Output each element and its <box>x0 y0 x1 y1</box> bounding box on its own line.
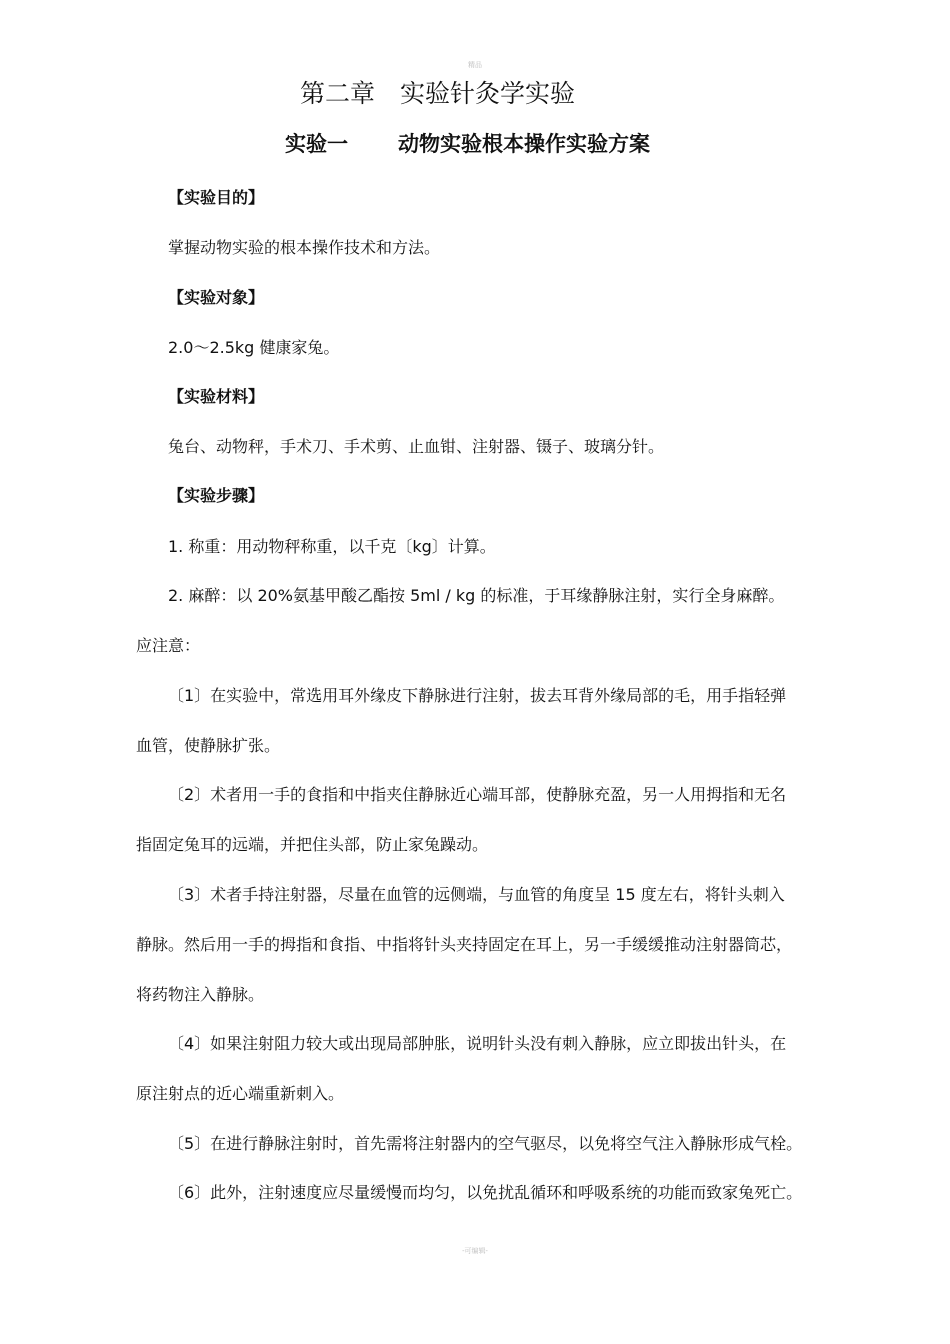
purpose-heading: 【实验目的】 <box>168 188 265 207</box>
step-2: 2. 麻醉：以 20%氨基甲酸乙酯按 5ml / kg 的标准，于耳缘静脉注射，实行全身麻醉。 <box>168 586 785 605</box>
chapter-title: 第二章 实验针灸学实验 <box>300 79 576 108</box>
steps-heading: 【实验步骤】 <box>168 486 265 505</box>
note-1-line-2: 血管，使静脉扩张。 <box>136 736 281 755</box>
note-5: 〔5〕在进行静脉注射时，首先需将注射器内的空气驱尽，以免将空气注入静脉形成气栓。 <box>168 1134 803 1153</box>
materials-text: 兔台、动物秤，手术刀、手术剪、止血钳、注射器、镊子、玻璃分针。 <box>168 437 665 456</box>
materials-heading: 【实验材料】 <box>168 387 265 406</box>
note-1-line-1: 〔1〕在实验中，常选用耳外缘皮下静脉进行注射，拔去耳背外缘局部的毛，用手指轻弹 <box>168 686 787 705</box>
note-4-line-2: 原注射点的近心端重新刺入。 <box>136 1084 345 1103</box>
note-2-line-1: 〔2〕术者用一手的食指和中指夹住静脉近心端耳部，使静脉充盈，另一人用拇指和无名 <box>168 785 787 804</box>
subject-heading: 【实验对象】 <box>168 288 265 307</box>
experiment-name: 动物实验根本操作实验方案 <box>398 132 650 156</box>
note-4-line-1: 〔4〕如果注射阻力较大或出现局部肿胀，说明针头没有刺入静脉，应立即拔出针头，在 <box>168 1034 787 1053</box>
step-1: 1. 称重：用动物秤称重，以千克〔kg〕计算。 <box>168 537 496 556</box>
experiment-label: 实验一 <box>285 132 348 156</box>
note-label: 应注意： <box>136 636 201 655</box>
experiment-title <box>285 128 650 160</box>
purpose-text: 掌握动物实验的根本操作技术和方法。 <box>168 238 441 257</box>
note-6: 〔6〕此外，注射速度应尽量缓慢而均匀，以免扰乱循环和呼吸系统的功能而致家兔死亡。 <box>168 1183 803 1202</box>
note-3-line-3: 将药物注入静脉。 <box>136 985 265 1004</box>
footer-watermark: -可编辑- <box>462 1247 488 1255</box>
subject-text: 2.0～2.5kg 健康家兔。 <box>168 338 340 357</box>
note-3-line-2: 静脉。然后用一手的拇指和食指、中指将针头夹持固定在耳上，另一手缓缓推动注射器筒芯， <box>136 935 793 954</box>
note-2-line-2: 指固定兔耳的远端，并把住头部，防止家兔躁动。 <box>136 835 489 854</box>
header-watermark: 精品 <box>468 61 482 69</box>
note-3-line-1: 〔3〕术者手持注射器，尽量在血管的远侧端，与血管的角度呈 15 度左右，将针头刺入 <box>168 885 785 904</box>
